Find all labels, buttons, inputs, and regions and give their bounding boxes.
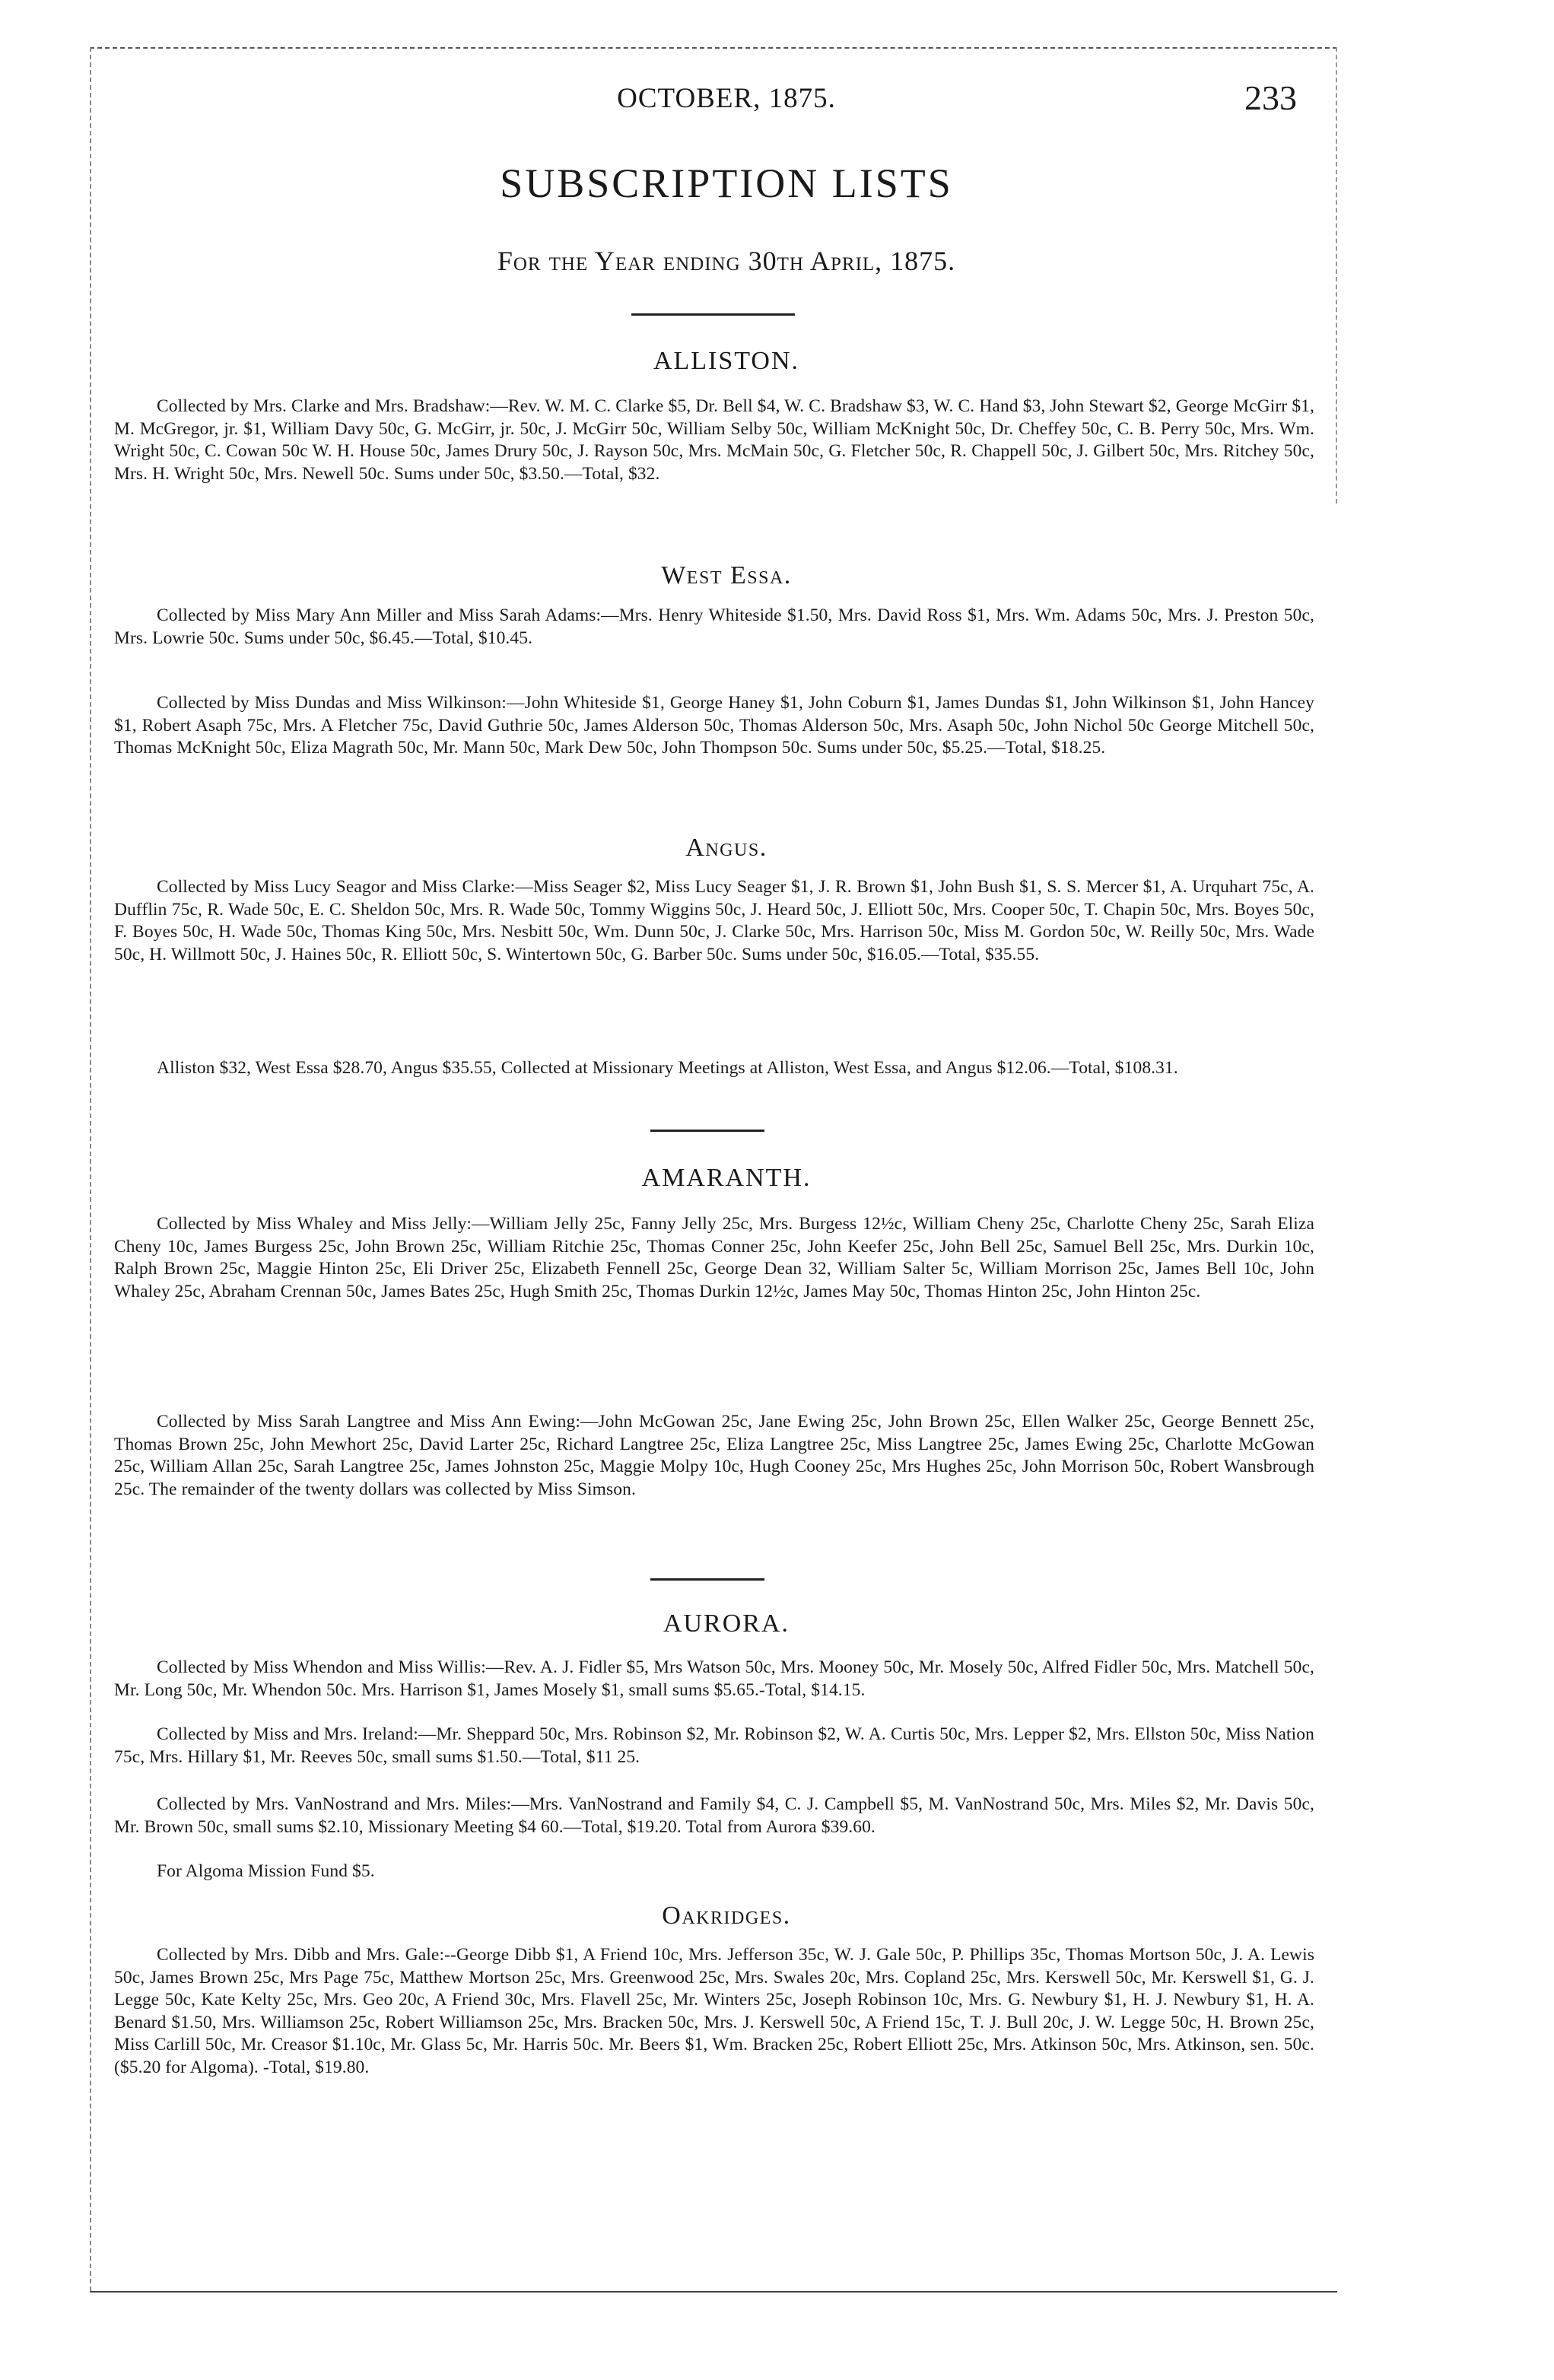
page-border-bottom (90, 2291, 1337, 2293)
alliston-list: Collected by Mrs. Clarke and Mrs. Bradshaw:—Rev. W. M. C. Clarke $5, Dr. Bell $4, W. C. Bradshaw $3, W. C. Hand $3, John Stewart $2, George McGirr $1, M. McGregor, jr. $1, William Davy 50c, G. McGirr, jr. 50c, J. McGirr 50c, William Selby 50c, William McKnight 50c, Dr. Cheffey 50c, C. B. Perry 50c, Mrs. Wm. Wright 50c, C. Cowan 50c W. H. House 50c, James Drury 50c, J. Rayson 50c, Mrs. McMain 50c, G. Fletcher 50c, R. Chappell 50c, J. Gilbert 50c, Mrs. Ritchey 50c, Mrs. H. Wright 50c, Mrs. Newell 50c. Sums under 50c, $3.50.—Total, $32. (114, 396, 1314, 484)
section-heading-oakridges: Oakridges. (662, 1902, 791, 1930)
section-heading-west-essa: West Essa. (661, 561, 792, 589)
section-heading-amaranth: AMARANTH. (641, 1164, 812, 1192)
section-heading-aurora: AURORA. (663, 1609, 790, 1638)
section-heading-angus: Angus. (685, 834, 767, 862)
page-border-top (90, 47, 1337, 49)
west-essa-list-2: Collected by Miss Dundas and Miss Wilkinson:—John Whiteside $1, George Haney $1, John Coburn $1, James Dundas $1, John Wilkinson $1, John Hancey $1, Robert Asaph 75c, Mrs. A Fletcher 75c, David Guthrie 50c, James Alderson 50c, Thomas Alderson 50c, Mrs. Asaph 50c, John Nichol 50c George Mitchell 50c, Thomas McKnight 50c, Eliza Magrath 50c, Mr. Mann 50c, Mark Dew 50c, John Thompson 50c. Sums under 50c, $5.25.—Total, $18.25. (114, 693, 1314, 758)
amaranth-list-1: Collected by Miss Whaley and Miss Jelly:—William Jelly 25c, Fanny Jelly 25c, Mrs. Burgess 12½c, William Cheny 25c, Charlotte Cheny 25c, Sarah Eliza Cheny 10c, James Burgess 25c, John Brown 25c, William Ritchie 25c, Thomas Conner 25c, John Keefer 25c, John Bell 25c, Samuel Bell 25c, Mrs. Durkin 10c, Ralph Brown 25c, Maggie Hinton 25c, Eli Driver 25c, Elizabeth Fennell 25c, George Dean 32, William Salter 5c, William Morrison 25c, James Bell 10c, John Whaley 25c, Abraham Crennan 50c, James Bates 25c, Hugh Smith 25c, Thomas Durkin 12½c, James May 50c, Thomas Hinton 25c, John Hinton 25c. (114, 1214, 1314, 1301)
header-date: OCTOBER, 1875. (617, 83, 836, 114)
page-number: 233 (1244, 78, 1297, 117)
angus-list: Collected by Miss Lucy Seagor and Miss Clarke:—Miss Seager $2, Miss Lucy Seager $1, J. R. Brown $1, John Bush $1, S. S. Mercer $1, A. Urquhart 75c, A. Dufflin 75c, R. Wade 50c, E. C. Sheldon 50c, Mrs. R. Wade 50c, Tommy Wiggins 50c, J. Heard 50c, J. Elliott 50c, Mrs. Cooper 50c, T. Chapin 50c, Mrs. Boyes 50c, F. Boyes 50c, H. Wade 50c, Thomas King 50c, Mrs. Nesbitt 50c, Wm. Dunn 50c, J. Clarke 50c, Mrs. Harrison 50c, Miss M. Gordon 50c, W. Reilly 50c, Mrs. Wade 50c, H. Willmott 50c, J. Haines 50c, R. Elliott 50c, S. Wintertown 50c, G. Barber 50c. Sums under 50c, $16.05.—Total, $35.55. (114, 877, 1314, 964)
aurora-list-2: Collected by Miss and Mrs. Ireland:—Mr. Sheppard 50c, Mrs. Robinson $2, Mr. Robinson $2, W. A. Curtis 50c, Mrs. Lepper $2, Mrs. Ellston 50c, Miss Nation 75c, Mrs. Hillary $1, Mr. Reeves 50c, small sums $1.50.—Total, $11 25. (114, 1724, 1314, 1767)
amaranth-list-2: Collected by Miss Sarah Langtree and Miss Ann Ewing:—John McGowan 25c, Jane Ewing 25c, John Brown 25c, Ellen Walker 25c, George Bennett 25c, Thomas Brown 25c, John Mewhort 25c, David Larter 25c, Richard Langtree 25c, Eliza Langtree 25c, Miss Langtree 25c, James Ewing 25c, Charlotte McGowan 25c, William Allan 25c, Sarah Langtree 25c, James Johnston 25c, Maggie Molpy 10c, Hugh Cooney 25c, Mrs Hughes 25c, John Morrison 50c, Robert Wansbrough 25c. The remainder of the twenty dollars was collected by Miss Simson. (114, 1412, 1314, 1499)
oakridges-list: Collected by Mrs. Dibb and Mrs. Gale:--George Dibb $1, A Friend 10c, Mrs. Jefferson 35c, W. J. Gale 50c, P. Phillips 35c, Thomas Mortson 50c, J. A. Lewis 50c, James Brown 25c, Mrs Page 75c, Matthew Mortson 25c, Mrs. Greenwood 25c, Mrs. Swales 20c, Mrs. Copland 25c, Mrs. Kerswell 50c, Mr. Kerswell $1, G. J. Legge 50c, Kate Kelty 25c, Mrs. Geo 20c, A Friend 30c, Mrs. Flavell 25c, Mr. Winters 25c, Joseph Robinson 10c, Mrs. G. Newbury $1, H. J. Newbury $1, H. A. Benard $1.50, Mrs. Williamson 25c, Robert Williamson 25c, Mrs. Bracken 50c, Mrs. J. Kerswell 50c, A Friend 15c, T. J. Bull 20c, J. W. Legge 50c, H. Brown 25c, Miss Carlill 50c, Mr. Creasor $1.10c, Mr. Glass 5c, Mr. Harris 50c. Mr. Beers $1, Wm. Bracken 25c, Robert Elliott 25c, Mrs. Atkinson 50c, Mrs. Atkinson, sen. 50c. ($5.20 for Algoma). -Total, $19.80. (114, 1945, 1314, 2077)
section-heading-alliston: ALLISTON. (653, 347, 800, 375)
west-essa-list-1: Collected by Miss Mary Ann Miller and Miss Sarah Adams:—Mrs. Henry Whiteside $1.50, Mrs. David Ross $1, Mrs. Wm. Adams 50c, Mrs. J. Preston 50c, Mrs. Lowrie 50c. Sums under 50c, $6.45.—Total, $10.45. (114, 605, 1314, 648)
page-border-left (90, 47, 91, 2291)
district-totals: Alliston $32, West Essa $28.70, Angus $35.55, Collected at Missionary Meetings at Alliston, West Essa, and Angus $12.06.—Total, $108.31. (157, 1058, 1178, 1078)
aurora-list-1: Collected by Miss Whendon and Miss Willis:—Rev. A. J. Fidler $5, Mrs Watson 50c, Mrs. Mooney 50c, Mr. Mosely 50c, Alfred Fidler 50c, Mrs. Matchell 50c, Mr. Long 50c, Mr. Whendon 50c. Mrs. Harrison $1, James Mosely $1, small sums $5.65.-Total, $14.15. (114, 1657, 1314, 1700)
divider-rule (631, 313, 795, 316)
divider-rule (650, 1578, 764, 1581)
divider-rule (650, 1130, 764, 1132)
algoma-fund-note: For Algoma Mission Fund $5. (157, 1861, 375, 1881)
page-title: SUBSCRIPTION LISTS (500, 160, 953, 206)
running-header (114, 78, 1339, 128)
aurora-list-3: Collected by Mrs. VanNostrand and Mrs. Miles:—Mrs. VanNostrand and Family $4, C. J. Campbell $5, M. VanNostrand 50c, Mrs. Miles $2, Mr. Davis 50c, Mr. Brown 50c, small sums $2.10, Missionary Meeting $4 60.—Total, $19.20. Total from Aurora $39.60. (114, 1794, 1314, 1837)
page-subtitle: For the Year ending 30th April, 1875. (497, 246, 956, 276)
